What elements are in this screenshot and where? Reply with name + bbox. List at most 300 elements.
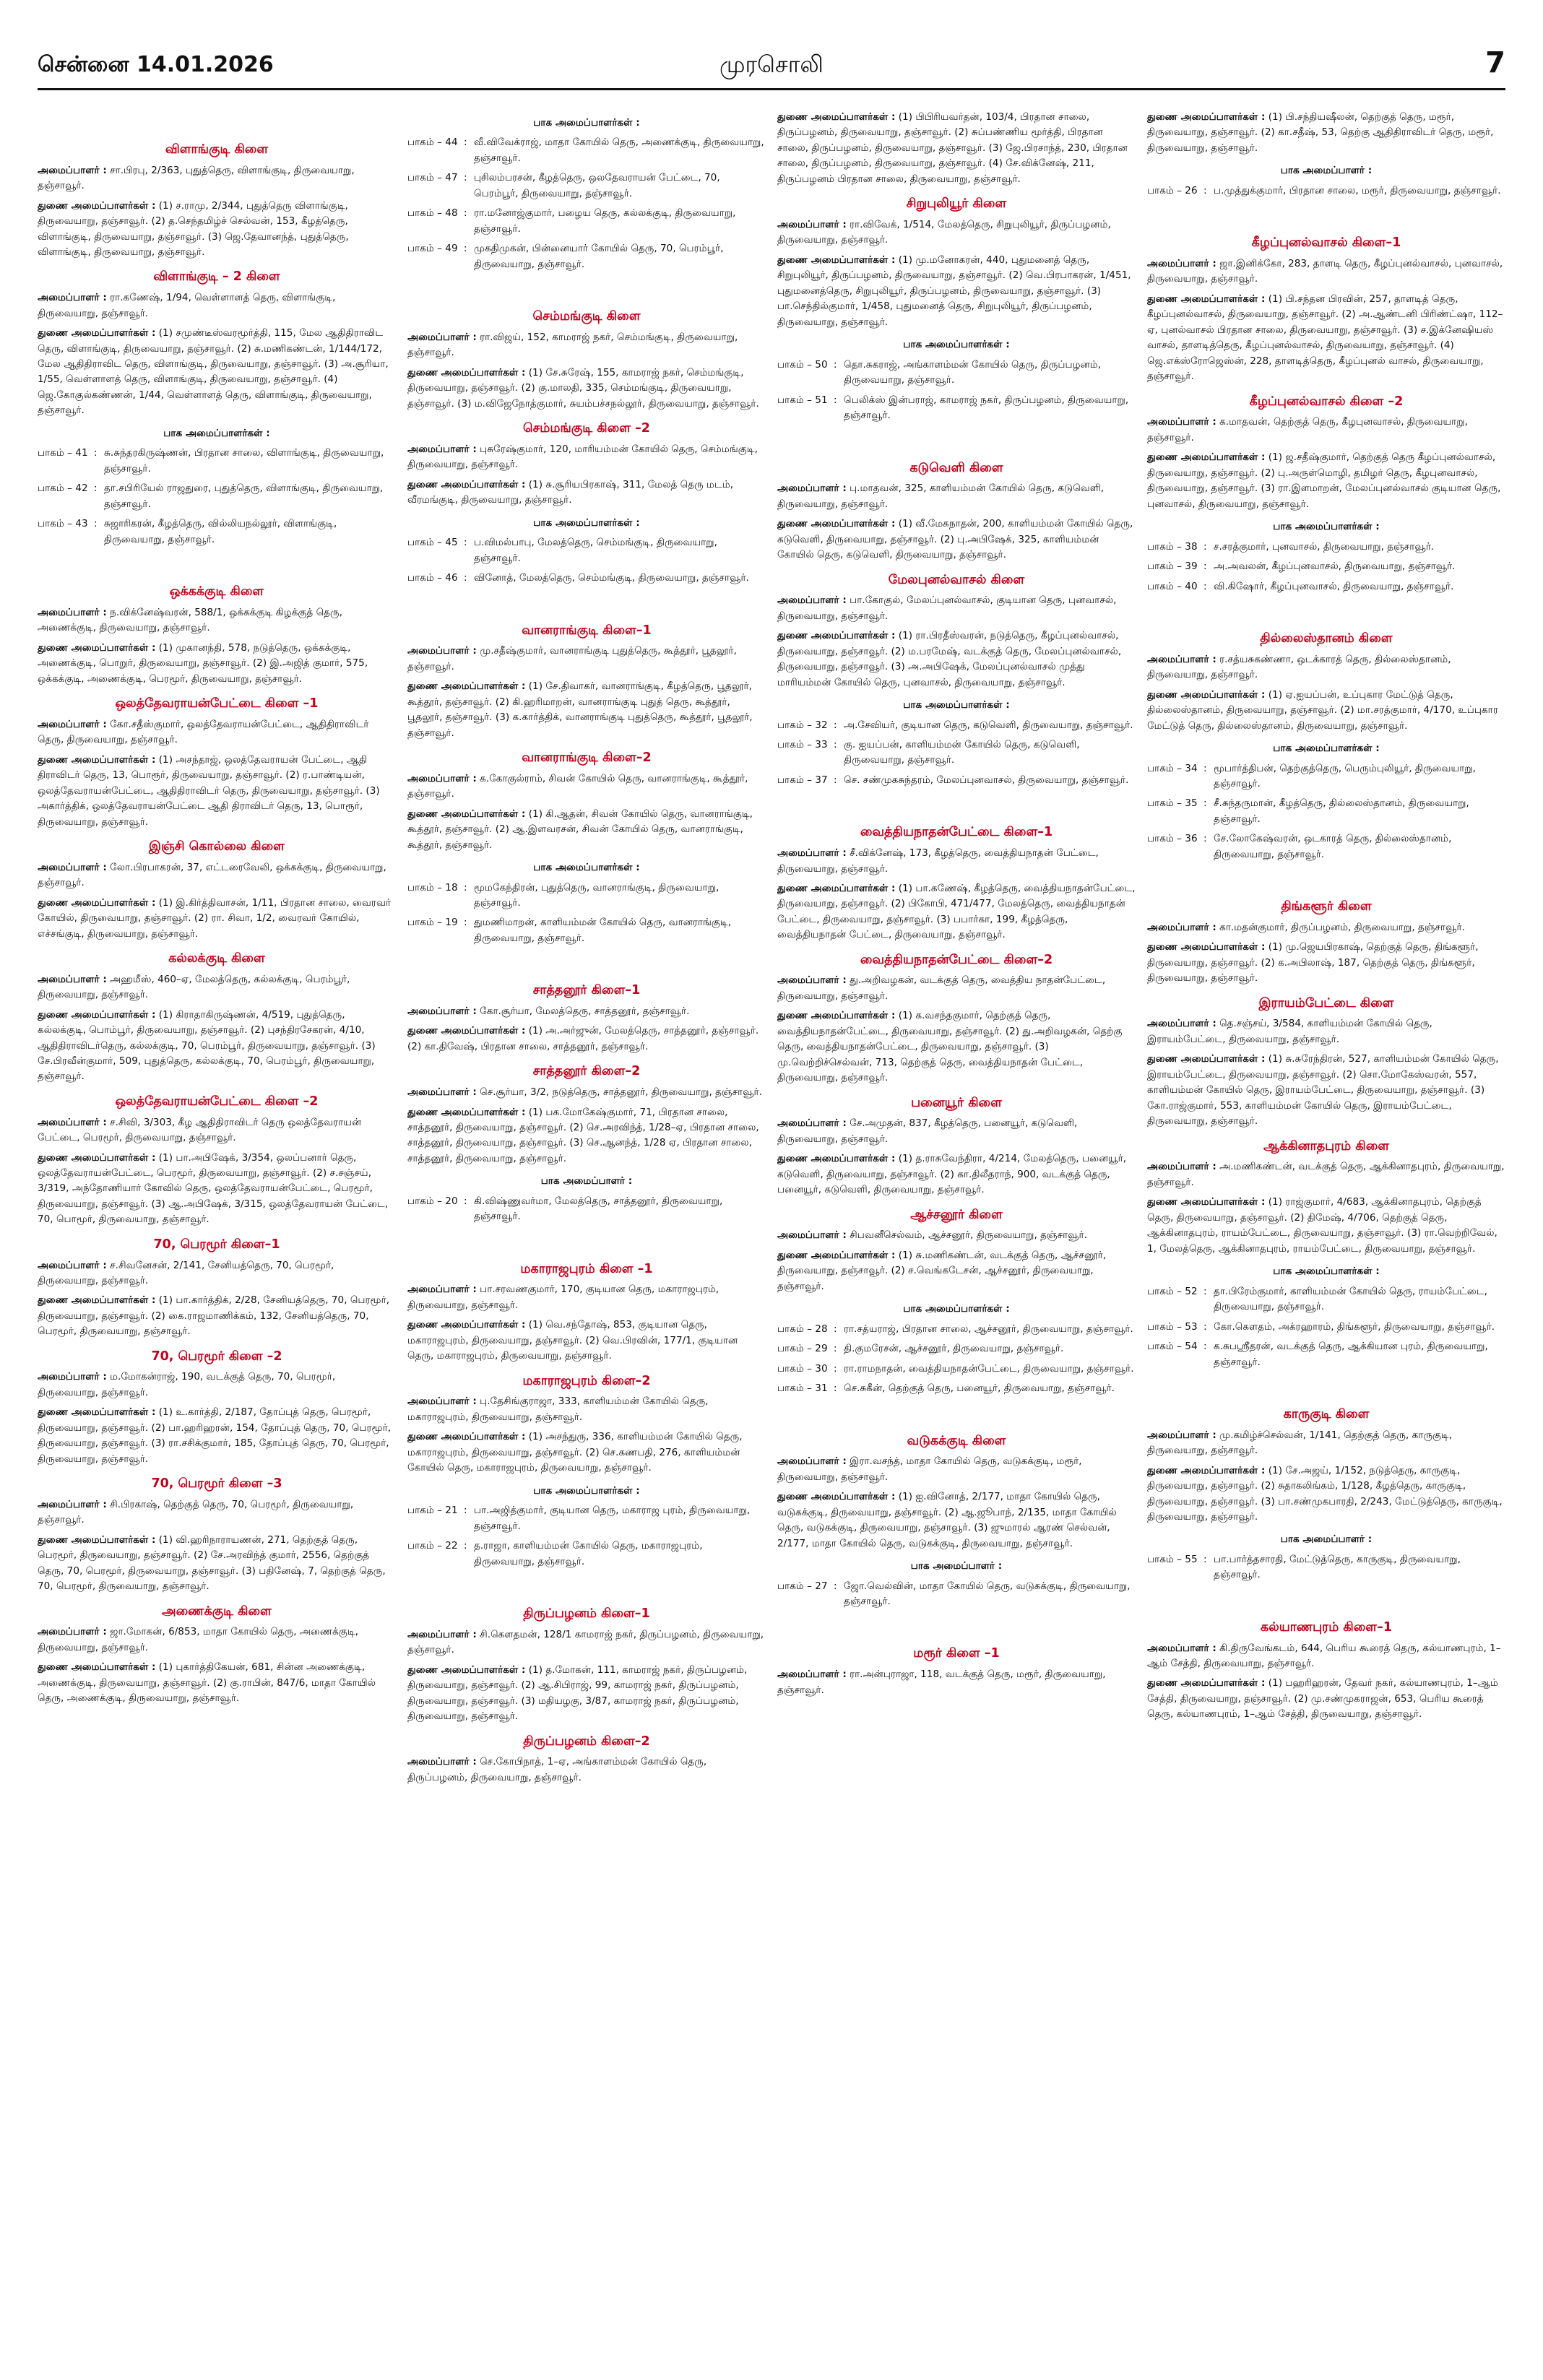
role-label: அமைப்பாளர் : xyxy=(777,1229,847,1242)
booth-heading: பாக அமைப்பாளர்கள் : xyxy=(903,1303,1010,1315)
booth-member: பெலிக்ஸ் இன்பராஜ், காமராஜ் நகர், திருப்பழனம், திருவையாறு, தஞ்சாவூர். xyxy=(844,394,1129,422)
member-entry xyxy=(38,1258,396,1289)
booth-member: பா.பார்த்தசாரதி, மேட்டுத்தெரு, காருகுடி, திருவையாறு, தஞ்சாவூர். xyxy=(1214,1553,1461,1581)
member-details: ரா.அன்புராஜா, 118, வடக்குத் தெரு, மரூர், திருவையாறு, தஞ்சாவூர். xyxy=(777,1669,1106,1696)
member-details: தெ.சஞ்சய், 3/584, காளியம்மன் கோயில் தெரு, இராயம்பேட்டை, திருவையாறு, தஞ்சாவூர். xyxy=(1147,1018,1432,1045)
column xyxy=(1147,108,1505,2362)
member-details: (1) பக.மோகேஷ்குமார், 71, பிரதான சாலை, சாத்தனூர், திருவையாறு, தஞ்சாவூர். (2) செ.அரவிந்த், 1/28–ஏ, பிரதான சாலை, சாத்தனூர், திருவையாறு, தஞ்சாவூர். (3) செ.ஆனந்த், 1/28 ஏ, பிரதான சாலை, சாத்தனூர், திருவையாறு, தஞ்சாவூர். xyxy=(407,1106,759,1164)
member-details: (1) த.ராசுவேந்திரா, 4/214, மேலத்தெரு, பனையூர், கடுவெளி, திருவையாறு, தஞ்சாவூர். (2) கா.திலீதராந், 900, வடக்குத் தெரு, பனையூர், கடுவெளி, திருவையாறு, தஞ்சாவூர். xyxy=(777,1153,1127,1196)
booth-number: பாகம் – 39 xyxy=(1147,561,1198,573)
member-entry xyxy=(407,1105,766,1167)
member-entry xyxy=(38,1008,396,1085)
booth-separator: : xyxy=(1203,1320,1207,1333)
booth-number: பாகம் – 45 xyxy=(407,537,458,549)
member-details: (1) ஏ.ஐயப்பன், உப்புகார மேட்டுத் தெரு, தில்லைஸ்தானம், திருவையாறு, தஞ்சாவூர். (2) மா.சரத்குமார், 4/170, உப்புகார மேட்டுத் தெரு, தில்லைஸ்தானம், திருவையாறு, தஞ்சாவூர். xyxy=(1147,688,1498,732)
booth-separator: : xyxy=(1203,797,1207,810)
member-details: மு.கமிழ்ச்செல்வன், 1/141, தெற்குத் தெரு, காருகுடி, திருவையாறு, தஞ்சாவூர். xyxy=(1147,1429,1453,1457)
booth-number: பாகம் – 49 xyxy=(407,243,458,255)
member-entry xyxy=(777,1116,1136,1147)
role-label: அமைப்பாளர் : xyxy=(1147,416,1216,428)
role-label: துணை அமைப்பாளர்கள் : xyxy=(407,1025,526,1037)
role-label: அமைப்பாளர் : xyxy=(38,1116,107,1128)
booth-separator: : xyxy=(464,1540,467,1552)
role-label: அமைப்பாளர் : xyxy=(407,772,477,784)
booth-number: பாகம் – 34 xyxy=(1147,762,1198,774)
booth-member: ப.விமல்பாபு, மேலத்தெரு, செம்மங்குடி, திருவையாறு, தஞ்சாவூர். xyxy=(474,537,717,564)
branch-section xyxy=(777,1432,1136,1613)
member-entry xyxy=(38,717,396,748)
booth-number: பாகம் – 52 xyxy=(1147,1285,1198,1297)
member-entry xyxy=(38,1405,396,1467)
role-label: துணை அமைப்பாளர்கள் : xyxy=(38,1008,156,1021)
member-details: (1) வி.ஹரிநாராயணன், 271, தெற்குத் தெரு, பெரமூர், திருவையாறு, தஞ்சாவூர். (2) சே.அரவிந்த் குமார், 2556, தெற்குத் தெரு, 70, பெரமூர், திருவையாறு, தஞ்சாவூர். (3) பதினேஷ், 7, தெற்குத் தெரு, 70, பெரமூர், திருவையாறு, தஞ்சாவூர். xyxy=(38,1533,386,1593)
booth-row xyxy=(1147,558,1505,577)
booth-number: பாகம் – 36 xyxy=(1147,833,1198,845)
member-details: கோ.சதீஸ்குமார், ஒலத்தேவராயன்பேட்டை, ஆதிதிராவிடர் தெரு, திருவையாறு, தஞ்சாவூர். xyxy=(38,718,369,746)
booth-separator: : xyxy=(464,172,467,184)
role-label: அமைப்பாளர் : xyxy=(407,1628,477,1640)
member-entry xyxy=(777,253,1136,330)
booth-row xyxy=(407,240,766,275)
member-entry xyxy=(407,807,766,853)
member-details: சிபவனீசெல்வம், ஆச்சனூர், திருவையாறு, தஞ்சாவூர். xyxy=(846,1229,1087,1242)
booth-row xyxy=(407,534,766,569)
branch-section xyxy=(38,694,396,830)
booth-member: கோ.கௌதம், அக்ரஹாரம், திங்களூர், திருவையாறு, தஞ்சாவூர். xyxy=(1214,1320,1495,1333)
member-entry xyxy=(1147,415,1505,446)
member-entry xyxy=(407,442,766,473)
branch-title: கடுவெளி கிளை xyxy=(909,460,1003,475)
branch-title: கீழப்புனல்வாசல் கிளை –2 xyxy=(1249,394,1404,409)
branch-title: வானராங்குடி கிளை–2 xyxy=(522,750,652,766)
branch-title: திருப்பழனம் கிளை–1 xyxy=(523,1606,650,1622)
booth-row xyxy=(777,1320,1136,1340)
booth-member: ஜோ.வெல்வின், மாதா கோயில் தெரு, வடுகக்குடி, திருவையாறு, தஞ்சாவூர். xyxy=(844,1580,1131,1607)
booth-row xyxy=(777,391,1136,427)
booth-heading: பாக அமைப்பாளர்கள் : xyxy=(903,339,1010,351)
booth-table xyxy=(407,534,766,589)
member-details: (1) அ.அர்ஜுன், மேலத்தெரு, சாத்தனூர், தஞ்சாவூர். (2) கா.திவேஷ், பிரதான சாலை, சாத்தனூர், தஞ்சாவூர். xyxy=(407,1025,759,1052)
role-label: அமைப்பாளர் : xyxy=(1147,257,1216,269)
branch-title: அணைக்குடி கிளை xyxy=(162,1604,272,1619)
member-details: (1) கி.ஆதன், சிவன் கோயில் தெரு, வானராங்குடி, கூத்தூர், தஞ்சாவூர். (2) ஆ.இளவரசன், சிவன் கோயில் தெரு, வானராங்குடி, கூத்தூர், தஞ்சாவூர். xyxy=(407,808,753,851)
branch-title: செம்மங்குடி கிளை xyxy=(532,309,641,324)
member-entry xyxy=(1147,1159,1505,1190)
booth-member: சீ.சுந்தருமான், கீழத்தெரு, தில்லைஸ்தானம், திருவையாறு, தஞ்சாவூர். xyxy=(1214,797,1469,825)
booth-separator: : xyxy=(834,358,837,371)
member-details: க.மாதவன், தெற்குத் தெரு, கீழபுனவாசல், திருவையாறு, தஞ்சாவூர். xyxy=(1147,416,1468,443)
booth-member: க.சுபஸ்ரீதரன், வடக்குத் தெரு, ஆக்கியான புரம், திருவையாறு, தஞ்சாவூர். xyxy=(1214,1341,1488,1368)
branch-section xyxy=(407,1260,766,1364)
booth-number: பாகம் – 37 xyxy=(777,774,828,786)
role-label: துணை அமைப்பாளர்கள் : xyxy=(777,1153,896,1165)
member-details: ரா.விஜய், 152, காமராஜ் நகர், செம்மங்குடி, திருவையாறு, தஞ்சாவூர். xyxy=(407,331,738,359)
member-entry xyxy=(407,1085,766,1100)
branch-section xyxy=(407,419,766,589)
role-label: துணை அமைப்பாளர்கள் : xyxy=(407,1106,526,1118)
member-details: ச.சிவி, 3/303, கீழ ஆதிதிராவிடர் தெரு ஒலத்தேவராயன் பேட்டை, பெரமூர், திருவையாறு, தஞ்சாவூர். xyxy=(38,1116,362,1144)
member-entry xyxy=(38,1151,396,1228)
role-label: துணை அமைப்பாளர்கள் : xyxy=(407,1431,526,1443)
branch-section xyxy=(407,1062,766,1227)
member-details: ஜா.இனிக்கோ, 283, தாளடி தெரு, கீழப்புனல்வாசல், புனவாசல், திருவையாறு, தஞ்சாவூர். xyxy=(1147,257,1503,285)
role-label: துணை அமைப்பாளர்கள் : xyxy=(407,1319,526,1331)
member-details: புசுரேஷ்குமார், 120, மாரியம்மன் கோயில் தெரு, செம்மங்குடி, திருவையாறு, தஞ்சாவூர். xyxy=(407,443,758,471)
booth-member: ரா.மனோஜ்குமார், பழைய தெரு, கல்லக்குடி, திருவையாறு, தஞ்சாவூர். xyxy=(474,207,736,235)
member-details: (1) சு.சுரேந்திரன், 527, காளியம்மன் கோயில் தெரு, இராயம்பேட்டை, திருவையாறு, தஞ்சாவூர். (2) சொ.மோகேஸ்வரன், 557, காளியம்மன் கோயில் தெரு, இராயம்பேட்டை, திருவையாறு, தஞ்சாவூர். (3) கோ.ராஜ்குமார், 553, காளியம்மன் கோயில் தெரு, இராயம்பேட்டை, திருவையாறு, தஞ்சாவூர். xyxy=(1147,1053,1499,1128)
booth-separator: : xyxy=(464,243,467,255)
booth-separator: : xyxy=(464,207,467,220)
booth-number: பாகம் – 22 xyxy=(407,1540,458,1552)
booth-separator: : xyxy=(1203,1341,1207,1353)
booth-row xyxy=(407,1502,766,1537)
booth-row xyxy=(1147,795,1505,830)
member-entry xyxy=(407,1394,766,1425)
branch-title: விளாங்குடி கிளை xyxy=(165,142,269,157)
booth-separator: : xyxy=(94,518,98,530)
member-entry xyxy=(777,1667,1136,1698)
booth-table xyxy=(407,1502,766,1572)
member-details: சா.பிரபு, 2/363, புதுத்தெரு, விளாங்குடி, திருவையாறு, தஞ்சாவூர். xyxy=(38,164,355,192)
member-details: ஜா.மோகன், 6/853, மாதா கோயில் தெரு, அணைக்குடி, திருவையாறு, தஞ்சாவூர். xyxy=(38,1626,358,1653)
page-header xyxy=(38,46,1505,90)
role-label: அமைப்பாளர் : xyxy=(38,606,107,618)
branch-title: பனையூர் கிளை xyxy=(911,1095,1002,1110)
member-details: சீ.விக்னேஷ், 173, கீழத்தெரு, வைத்தியநாதன் பேட்டை, திருவையாறு, தஞ்சாவூர். xyxy=(777,847,1099,875)
member-entry xyxy=(777,516,1136,563)
role-label: அமைப்பாளர் : xyxy=(407,331,477,343)
member-details: து.அறிவழகன், வடக்குத் தெரு, வைத்திய நாதன்பேட்டை, திருவையாறு, தஞ்சாவூர். xyxy=(777,974,1106,1002)
member-entry xyxy=(777,1228,1136,1243)
role-label: அமைப்பாளர் : xyxy=(407,1086,477,1099)
role-label: துணை அமைப்பாளர்கள் : xyxy=(38,199,156,212)
branch-section xyxy=(38,1474,396,1594)
booth-separator: : xyxy=(1203,580,1207,592)
member-entry xyxy=(407,1627,766,1658)
member-details: ந.விக்னேஷ்வரன், 588/1, ஒக்கக்குடி கிழக்குத் தெரு, அணைக்குடி, திருவையாறு, தஞ்சாவூர். xyxy=(38,606,342,634)
member-details: மு.சதீஷ்குமார், வானராங்குடி புதுத்தெரு, கூத்தூர், பூதலூர், தஞ்சாவூர். xyxy=(407,645,737,672)
role-label: துணை அமைப்பாளர்கள் : xyxy=(407,808,526,820)
branch-title: தில்லைஸ்தானம் கிளை xyxy=(1260,631,1393,646)
column xyxy=(38,108,396,2362)
booth-row xyxy=(407,914,766,949)
branch-title: சாத்தனூர் கிளை–1 xyxy=(532,983,641,998)
booth-member: த.ராஜா, காளியம்மன் கோயில் தெரு, மகாராஜபுரம், திருவையாறு, தஞ்சாவூர். xyxy=(474,1540,703,1567)
member-details: (1) இ.கிர்த்திவாசன், 1/11, பிரதான சாலை, வைரவர் கோயில், திருவையாறு, தஞ்சாவூர். (2) ரா. சிவா, 1/2, வைரவர் கோயில், எச்சங்குடி, திருவையாறு, தஞ்சாவூர். xyxy=(38,896,392,940)
member-details: (1) பி.சந்தியஷீலன், தெற்குத் தெரு, மரூர், திருவையாறு, தஞ்சாவூர். (2) கா.சதீஷ், 53, தெற்கு ஆதிதிராவிடர் தெரு, மரூர், திருவையாறு, தஞ்சாவூர். xyxy=(1147,111,1494,154)
member-details: பா.சரவணகுமார், 170, குடியான தெரு, மகாராஜபுரம், திருவையாறு, தஞ்சாவூர். xyxy=(407,1284,719,1311)
role-label: துணை அமைப்பாளர்கள் : xyxy=(777,254,896,266)
branch-section xyxy=(38,1235,396,1340)
branch-title: செம்மங்குடி கிளை –2 xyxy=(523,421,650,436)
booth-member: கு. ஐயப்பன், காளியம்மன் கோயில் தெரு, கடுவெளி, திருவையாறு, தஞ்சாவூர். xyxy=(844,738,1080,766)
booth-member: ரா.சத்யராஜ், பிரதான சாலை, ஆச்சனூர், திருவையாறு, தஞ்சாவூர். xyxy=(844,1323,1133,1335)
member-details: அஹமீஸ், 460–ஏ, மேலத்தெரு, கல்லக்குடி, பெரம்பூர், திருவையாறு, தஞ்சாவூர். xyxy=(38,973,350,1001)
role-label: துணை அமைப்பாளர்கள் : xyxy=(1147,688,1266,701)
branch-section xyxy=(777,951,1136,1086)
branch-section xyxy=(1147,1137,1505,1373)
booth-number: பாகம் – 50 xyxy=(777,358,828,371)
branch-section xyxy=(777,1094,1136,1198)
booth-heading: பாக அமைப்பாளர் : xyxy=(540,1175,633,1187)
newspaper-name: முரசொலி xyxy=(719,51,824,78)
member-entry xyxy=(38,199,396,261)
booth-row xyxy=(777,717,1136,736)
booth-separator: : xyxy=(834,1580,837,1592)
member-details: (1) வீ.மேகநாதன், 200, காளியம்மன் கோயில் தெரு, கடுவெளி, திருவையாறு, தஞ்சாவூர். (2) பு.அபிஷேக், 325, காளியம்மன் கோயில் தெரு, கடுவெளி, திருவையாறு, தஞ்சாவூர். xyxy=(777,518,1133,561)
member-entry xyxy=(777,1248,1136,1294)
role-label: துணை அமைப்பாளர்கள் : xyxy=(38,753,156,766)
column xyxy=(407,108,766,2362)
role-label: அமைப்பாளர் : xyxy=(1147,1161,1216,1173)
branch-section xyxy=(777,571,1136,792)
member-details: (1) மு.ஜெயபிரகாஷ், தெற்குத் தெரு, திங்களூர், திருவையாறு, தஞ்சாவூர். (2) க.அபிலாஷ், 187, தெற்குத் தெரு, திங்களூர், திருவையாறு, தஞ்சாவூர். xyxy=(1147,941,1479,985)
branch-section xyxy=(1147,392,1505,597)
role-label: துணை அமைப்பாளர்கள் : xyxy=(777,630,896,642)
member-entry xyxy=(1147,256,1505,287)
role-label: அமைப்பாளர் : xyxy=(38,1498,107,1510)
member-entry xyxy=(777,110,1136,187)
member-entry xyxy=(38,896,396,942)
member-entry xyxy=(407,1282,766,1313)
role-label: துணை அமைப்பாளர்கள் : xyxy=(38,641,156,654)
member-entry xyxy=(1147,652,1505,683)
booth-member: ரா.ராமநாதன், வைத்தியநாதன்பேட்டை, திருவையாறு, தஞ்சாவூர். xyxy=(844,1362,1134,1375)
branch-section xyxy=(1147,1618,1505,1723)
member-details: செ.கோபிநாத், 1–ஏ, அங்காளம்மன் கோயில் தெரு, திருப்பழனம், திருவையாறு, தஞ்சாவூர். xyxy=(407,1756,707,1783)
member-entry xyxy=(38,641,396,687)
booth-number: பாகம் – 30 xyxy=(777,1362,828,1375)
role-label: துணை அமைப்பாளர்கள் : xyxy=(38,896,156,909)
booth-row xyxy=(777,1380,1136,1399)
member-details: (1) பா.அபிஷேக், 3/354, ஒலப்பனார் தெரு, ஒலத்தேவராயன்பேட்டை, பெரமூர், திருவையாறு, தஞ்சாவூர். (2) ச.சஞ்சய், 3/319, அந்தோணியார் கோவில் தெரு, ஒலத்தேவராயன்பேட்டை, பெரமூர், திருவையாறு, தஞ்சாவூர். (3) ஆ.அபிஷேக், 3/315, ஒலத்தேவராயன் பேட்டை, 70, பொமூர், திருவையாறு, தஞ்சாவூர். xyxy=(38,1151,389,1226)
role-label: அமைப்பாளர் : xyxy=(38,973,107,985)
booth-row xyxy=(38,515,396,550)
booth-separator: : xyxy=(834,394,837,406)
booth-table xyxy=(777,1320,1136,1400)
member-entry xyxy=(777,846,1136,877)
role-label: துணை அமைப்பாளர்கள் : xyxy=(777,111,896,123)
member-entry xyxy=(1147,1641,1505,1672)
booth-separator: : xyxy=(464,1505,467,1517)
member-details: அ.மணிகண்டன், வடக்குத் தெரு, ஆக்கினாதபுரம், திருவையாறு, தஞ்சாவூர். xyxy=(1147,1161,1505,1188)
member-details: ச.சிவனேசன், 2/141, சேனியத்தெரு, 70, பெரமூர், திருவையாறு, தஞ்சாவூர். xyxy=(38,1259,334,1286)
booth-row xyxy=(777,1340,1136,1359)
booth-heading: பாக அமைப்பாளர்கள் : xyxy=(533,862,640,874)
member-details: (1) த.மோகன், 111, காமராஜ் நகர், திருப்பழனம், திருவையாறு, தஞ்சாவூர். (2) ஆ.சிபிராஜ், 99, காமராஜ் நகர், திருப்பழனம், திருவையாறு, தஞ்சாவூர். (3) மதியழகு, 3/87, காமராஜ் நகர், திருப்பழனம், திருவையாறு, தஞ்சாவூர். xyxy=(407,1663,748,1723)
member-entry xyxy=(777,1008,1136,1086)
member-entry xyxy=(38,605,396,636)
member-entry xyxy=(38,1115,396,1146)
booth-separator: : xyxy=(94,447,98,459)
branch-section xyxy=(407,621,766,741)
branch-title: 70, பெரமூர் கிளை –3 xyxy=(151,1476,282,1492)
booth-member: புசிலம்பரசன், கீழத்தெரு, ஒலதேவராயன் பேட்டை, 70, பெரம்பூர், திருவையாறு, தஞ்சாவூர். xyxy=(474,172,720,199)
member-entry xyxy=(1147,110,1505,156)
member-details: பு.மாதவன், 325, காளியம்மன் கோயில் தெரு, கடுவெளி, திருவையாறு, தஞ்சாவூர். xyxy=(777,483,1105,510)
member-details: (1) கிராதாகிருஷ்ணன், 4/519, புதுத்தெரு, கல்லக்குடி, பொம்பூர், திருவையாறு, தஞ்சாவூர். (2) புசந்திரசேகரன், 4/10, ஆதிதிராவிடர்தெரு, கல்லக்குடி, 70, பெரம்பூர், திருவையாறு, தஞ்சாவூர். (3) சே.பிரவீன்குமார், 509, புதுத்தெரு, கல்லக்குடி, 70, பெரம்பூர், திருவையாறு, தஞ்சாவூர். xyxy=(38,1008,376,1083)
role-label: துணை அமைப்பாளர்கள் : xyxy=(38,1661,156,1674)
issue-date: சென்னை 14.01.2026 xyxy=(38,52,274,77)
role-label: துணை அமைப்பாளர்கள் : xyxy=(777,518,896,530)
booth-row xyxy=(407,879,766,914)
member-entry xyxy=(407,1429,766,1476)
role-label: அமைப்பாளர் : xyxy=(1147,1429,1216,1441)
branch-title: கல்லக்குடி கிளை xyxy=(168,951,265,966)
booth-separator: : xyxy=(1203,1553,1207,1565)
branch-section xyxy=(38,1347,396,1467)
role-label: துணை அமைப்பாளர்கள் : xyxy=(407,680,526,693)
role-label: அமைப்பாளர் : xyxy=(407,1284,477,1296)
booth-member: முகதிமுகன், பின்னையார் கோயில் தெரு, 70, பெரம்பூர், திருவையாறு, தஞ்சாவூர். xyxy=(474,243,724,270)
branch-section xyxy=(38,582,396,687)
branch-title: திருப்பழனம் கிளை–2 xyxy=(523,1734,650,1749)
column xyxy=(777,108,1136,2362)
booth-separator: : xyxy=(1203,833,1207,845)
booth-row xyxy=(1147,830,1505,865)
branch-title: வைத்தியநாதன்பேட்டை கிளை–1 xyxy=(860,825,1053,840)
booth-number: பாகம் – 18 xyxy=(407,881,458,893)
branch-section xyxy=(777,1206,1136,1400)
member-details: கா.மதன்குமார், திருப்பழனம், திருவையாறு, தஞ்சாவூர். xyxy=(1216,921,1465,933)
role-label: துணை அமைப்பாளர்கள் : xyxy=(1147,293,1266,305)
booth-heading: பாக அமைப்பாளர் : xyxy=(910,1560,1003,1572)
booth-row xyxy=(1147,182,1505,202)
booth-row xyxy=(407,134,766,169)
member-entry xyxy=(1147,1052,1505,1129)
role-label: அமைப்பாளர் : xyxy=(1147,1018,1216,1030)
booth-separator: : xyxy=(464,917,467,929)
branch-title: மேலபுனல்வாசல் கிளை xyxy=(888,572,1025,587)
branch-title: வடுகக்குடி கிளை xyxy=(907,1433,1006,1448)
booth-row xyxy=(38,480,396,515)
member-entry xyxy=(777,881,1136,943)
branch-section xyxy=(1147,994,1505,1130)
booth-number: பாகம் – 40 xyxy=(1147,580,1198,592)
booth-separator: : xyxy=(1203,762,1207,774)
branch-title: ஆக்கினாதபுரம் கிளை xyxy=(1263,1138,1390,1154)
role-label: அமைப்பாளர் : xyxy=(38,1371,107,1383)
member-details: (1) ராஜ்குமார், 4/683, ஆக்கினாதபுரம், தெற்குத் தெரு, திருவையாறு, தஞ்சாவூர். (2) திமேஷ், 4/706, தெற்குத் தெரு, ஆக்கினாதபுரம், ராயம்பேட்டை, திருவையாறு, தஞ்சாவூர். (3) ரா.வெற்றிவேல், 1, மேலத்தெரு, ஆக்கினாதபுரம், ராயம்பேட்டை, திருவையாறு, தஞ்சாவூர். xyxy=(1147,1196,1497,1255)
booth-separator: : xyxy=(834,1343,837,1355)
role-label: துணை அமைப்பாளர்கள் : xyxy=(1147,1677,1266,1689)
branch-section xyxy=(407,1732,766,1786)
booth-separator: : xyxy=(1203,561,1207,573)
member-details: செ.சூர்யா, 3/2, நடுத்தெரு, சாத்தனூர், திருவையாறு, தஞ்சாவூர். xyxy=(476,1086,762,1099)
role-label: அமைப்பாளர் : xyxy=(1147,921,1216,933)
role-label: துணை அமைப்பாளர்கள் : xyxy=(777,1491,896,1503)
booth-separator: : xyxy=(834,1323,837,1335)
booth-member: சே.லோகேஷ்வரன், ஒடகாரத் தெரு, தில்லைஸ்தானம், திருவையாறு, தஞ்சாவூர். xyxy=(1214,833,1452,860)
role-label: துணை அமைப்பாளர்கள் : xyxy=(777,1010,896,1022)
branch-title: ஒக்கக்குடி கிளை xyxy=(169,584,264,600)
booth-separator: : xyxy=(1203,540,1207,553)
booth-separator: : xyxy=(464,572,467,584)
booth-member: மூபார்த்திபன், தெற்குத்தெரு, பெரும்புலியூர், திருவையாறு, தஞ்சாவூர். xyxy=(1214,762,1476,789)
booth-number: பாகம் – 33 xyxy=(777,738,828,750)
role-label: துணை அமைப்பாளர்கள் : xyxy=(777,882,896,894)
member-entry xyxy=(407,1317,766,1364)
booth-member: சுஜாரிகரன், கீழத்தெரு, வில்லியநல்லூர், விளாங்குடி, திருவையாறு, தஞ்சாவூர். xyxy=(104,518,337,545)
branch-section xyxy=(407,748,766,949)
member-entry xyxy=(407,365,766,412)
member-details: க.கோகுல்ராம், சிவன் கோயில் தெரு, வானராங்குடி, கூத்தூர், தஞ்சாவூர். xyxy=(407,772,748,800)
role-label: துணை அமைப்பாளர்கள் : xyxy=(1147,1464,1266,1476)
member-details: ர.சத்யசுகண்ணா, ஒடக்காரத் தெரு, தில்லைஸ்தானம், திருவையாறு, தஞ்சாவூர். xyxy=(1147,653,1451,681)
booth-member: பா.அஜித்குமார், குடியான தெரு, மகாராஜ புரம், திருவையாறு, தஞ்சாவூர். xyxy=(474,1505,751,1532)
role-label: துணை அமைப்பாளர்கள் : xyxy=(407,478,526,490)
member-details: (1) பஹரிஹரன், தேவர் நகர், கல்யாணபுரம், 1–ஆம் சேத்தி, திருவையாறு, தஞ்சாவூர். (2) மு.சண்முகராஜன், 653, பெரிய கூரைத் தெரு, கல்யாணபுரம், 1–ஆம் சேத்தி, திருவையாறு, தஞ்சாவூர். xyxy=(1147,1677,1498,1721)
branch-title: மரூர் கிளை –1 xyxy=(913,1646,1000,1661)
branch-title: கல்யாணபுரம் கிளை–1 xyxy=(1261,1619,1392,1635)
role-label: அமைப்பாளர் : xyxy=(38,861,107,873)
booth-heading: பாக அமைப்பாளர் : xyxy=(1280,165,1373,177)
member-entry xyxy=(777,973,1136,1004)
member-details: ம.மோகன்ராஜ், 190, வடக்குத் தெரு, 70, பெரமூர், திருவையாறு, தஞ்சாவூர். xyxy=(38,1371,336,1398)
role-label: அமைப்பாளர் : xyxy=(777,1669,847,1681)
member-entry xyxy=(38,753,396,830)
branch-title: 70, பெரமூர் கிளை–1 xyxy=(153,1237,280,1252)
role-label: அமைப்பாளர் : xyxy=(777,218,847,230)
role-label: துணை அமைப்பாளர்கள் : xyxy=(38,1533,156,1546)
booth-separator: : xyxy=(1203,184,1207,196)
role-label: துணை அமைப்பாளர்கள் : xyxy=(1147,1196,1266,1208)
branch-section xyxy=(407,1372,766,1572)
member-details: சே.அமுதன், 837, கீழத்தெரு, பனையூர், கடுவெளி, திருவையாறு, தஞ்சாவூர். xyxy=(777,1117,1078,1145)
booth-member: கி.விஷ்ணுவர்மா, மேலத்தெரு, சாத்தனூர், திருவையாறு, தஞ்சாவூர். xyxy=(474,1195,723,1223)
member-details: இரா.வசந்த், மாதா கோயில் தெரு, வடுகக்குடி, மரூர், திருவையாறு, தஞ்சாவூர். xyxy=(777,1455,1082,1483)
member-entry xyxy=(407,1004,766,1019)
booth-row xyxy=(777,1360,1136,1380)
member-entry xyxy=(407,330,766,361)
article-columns xyxy=(38,108,1505,2362)
booth-number: பாகம் – 51 xyxy=(777,394,828,406)
booth-number: பாகம் – 31 xyxy=(777,1382,828,1395)
booth-member: தா.பிரேம்குமார், காளியம்மன் கோயில் தெரு, ராயம்பேட்டை, திருவையாறு, தஞ்சாவூர். xyxy=(1214,1285,1487,1313)
booth-member: மூமகேந்திரன், புதுத்தெரு, வானராங்குடி, திருவையாறு, தஞ்சாவூர். xyxy=(474,881,719,909)
member-entry xyxy=(407,1754,766,1786)
branch-title: வைத்தியநாதன்பேட்டை கிளை–2 xyxy=(860,952,1053,967)
member-entry xyxy=(38,1660,396,1706)
booth-separator: : xyxy=(94,483,98,495)
member-details: (1) பிபிரியவர்தன், 103/4, பிரதான சாலை, திருப்பழனம், திருவையாறு, தஞ்சாவூர். (2) சுப்பண்ணிய மூர்த்தி, பிரதான சாலை, திருப்பழனம், திருவையாறு, தஞ்சாவூர். (3) ஜே.பிரசாந்த், 230, பிரதான சாலை, திருப்பழனம், திருவையாறு, தஞ்சாவூர். (4) சே.விக்னேஷ், 211, திருப்பழனம் பிரதான சாலை, திருவையாறு, தஞ்சாவூர். xyxy=(777,111,1128,185)
booth-separator: : xyxy=(834,774,837,786)
member-details: (1) சு.சூரியபிரகாஷ், 311, மேலத் தெரு மடம், வீரமங்குடி, திருவையாறு, தஞ்சாவூர். xyxy=(407,478,734,506)
branch-title: ஒலத்தேவராயன்பேட்டை கிளை –1 xyxy=(115,696,319,711)
page-number: 7 xyxy=(1485,46,1505,79)
booth-row xyxy=(777,1578,1136,1613)
member-entry xyxy=(1147,1676,1505,1722)
role-label: அமைப்பாளர் : xyxy=(777,483,847,495)
booth-heading: பாக அமைப்பாளர்கள் : xyxy=(533,1484,640,1497)
branch-title: இராயம்பேட்டை கிளை xyxy=(1258,995,1394,1011)
booth-member: தொ.சுகராஜ், அங்காளம்மன் கோயில் தெரு, திருப்பழனம், திருவையாறு, தஞ்சாவூர். xyxy=(844,358,1102,386)
booth-number: பாகம் – 26 xyxy=(1147,184,1198,196)
booth-number: பாகம் – 35 xyxy=(1147,797,1198,810)
role-label: அமைப்பாளர் : xyxy=(407,1395,477,1408)
booth-table xyxy=(407,1193,766,1228)
branch-section xyxy=(38,267,396,550)
branch-section xyxy=(407,116,766,275)
booth-heading: பாக அமைப்பாளர்கள் : xyxy=(903,699,1010,711)
role-label: அமைப்பாளர் : xyxy=(38,1259,107,1271)
member-details: (1) வெ.சந்தோஷ், 853, குடியான தெரு, மகாராஜபுரம், திருவையாறு, தஞ்சாவூர். (2) வெ.பிரவின், 177/1, குடியான தெரு, மகாராஜபுரம், திருவையாறு, தஞ்சாவூர். xyxy=(407,1319,738,1362)
member-entry xyxy=(38,860,396,891)
booth-table xyxy=(407,134,766,275)
booth-row xyxy=(777,771,1136,791)
booth-separator: : xyxy=(834,738,837,750)
branch-title: விளாங்குடி – 2 கிளை xyxy=(153,269,280,285)
